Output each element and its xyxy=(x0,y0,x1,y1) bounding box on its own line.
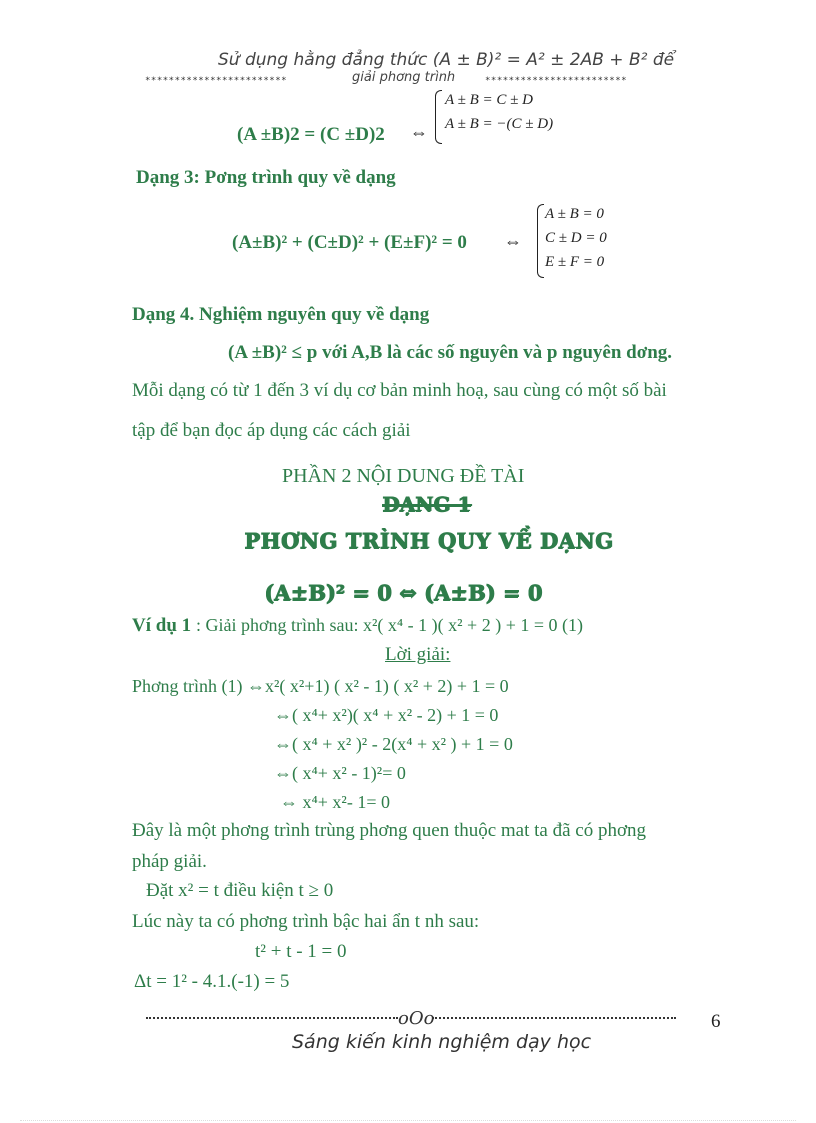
dang2-equiv: ⇔ xyxy=(410,122,428,142)
part2-subtitle: PHƠNG TRÌNH QUY VỀ DẠNG xyxy=(244,528,614,553)
dang2-line1: A ± B = C ± D xyxy=(445,92,533,108)
quadratic: t² + t - 1 = 0 xyxy=(255,941,347,962)
step-5: ⇔ x⁴+ x²- 1= 0 xyxy=(280,792,390,812)
dang3-equiv: ⇔ xyxy=(504,231,522,251)
dang2-lhs: (A ±B)2 = (C ±D)2 xyxy=(237,124,385,145)
example-statement: : Giải phơng trình sau: x²( x⁴ - 1 )( x² + 2 ) + 1 = 0 (1) xyxy=(196,615,583,635)
dang4-equation: (A ±B)² ≤ p với A,B là các số nguyên và p nguyên dơng. xyxy=(228,342,673,363)
dang3-line2: C ± D = 0 xyxy=(545,230,607,246)
step-4: ⇔( x⁴+ x² - 1)²= 0 xyxy=(274,763,406,783)
dang2-brace xyxy=(435,90,442,144)
footer-rule-left xyxy=(146,1017,398,1019)
dang3-system xyxy=(545,202,607,274)
running-header-subtitle: giải phơng trình xyxy=(352,70,456,85)
example-label: Ví dụ 1 xyxy=(132,615,192,636)
page-bottom-border xyxy=(20,1120,796,1121)
dang2-line2: A ± B = −(C ± D) xyxy=(445,116,554,132)
step-3: ⇔( x⁴ + x² )² - 2(x⁴ + x² ) + 1 = 0 xyxy=(274,734,513,754)
intro-line1: Mỗi dạng có từ 1 đến 3 ví dụ cơ bản minh hoạ, sau cùng có một số bài xyxy=(132,380,667,401)
intro-line2: tập để bạn đọc áp dụng các cách giải xyxy=(132,420,411,441)
solution-label: Lời giải: xyxy=(385,644,451,665)
para-line1: Đây là một phơng trình trùng phơng quen thuộc mat ta đã có phơng xyxy=(132,820,647,841)
part2-formula: (A±B)² = 0 ⇔ (A±B) = 0 xyxy=(264,580,543,605)
dang3-brace xyxy=(537,204,544,278)
para-line2: pháp giải. xyxy=(132,851,207,872)
dang3-lhs: (A±B)² + (C±D)² + (E±F)² = 0 xyxy=(232,232,467,253)
header-stars-right: ************************ xyxy=(485,76,628,86)
set-t: Đặt x² = t điều kiện t ≥ 0 xyxy=(146,880,334,901)
header-stars-left: ************************ xyxy=(145,76,288,86)
dang3-line1: A ± B = 0 xyxy=(545,206,604,222)
running-header-title: Sử dụng hằng đẳng thức (A ± B)² = A² ± 2AB + B² để xyxy=(218,50,675,70)
dang2-system xyxy=(445,88,553,136)
dang3-heading: Dạng 3: Pơng trình quy về dạng xyxy=(136,167,396,188)
footer-rule-right xyxy=(432,1017,676,1019)
footer-caption: Sáng kiến kinh nghiệm dạy học xyxy=(292,1031,592,1053)
footer-mark: oOo xyxy=(398,1008,435,1029)
step-1: Phơng trình (1) ⇔x²( x²+1) ( x² - 1) ( x² + 2) + 1 = 0 xyxy=(132,676,509,696)
dang3-line3: E ± F = 0 xyxy=(545,254,605,270)
now-line: Lúc này ta có phơng trình bậc hai ẩn t nh sau: xyxy=(132,911,480,932)
step-2: ⇔( x⁴+ x²)( x⁴ + x² - 2) + 1 = 0 xyxy=(274,705,499,725)
dang4-heading: Dạng 4. Nghiệm nguyên quy về dạng xyxy=(132,304,430,325)
part2-dang1: DẠNG 1 xyxy=(382,492,472,516)
part2-title: PHẦN 2 NỘI DUNG ĐỀ TÀI xyxy=(282,465,525,487)
delta: Δt = 1² - 4.1.(-1) = 5 xyxy=(134,971,290,992)
page-number: 6 xyxy=(711,1011,721,1032)
